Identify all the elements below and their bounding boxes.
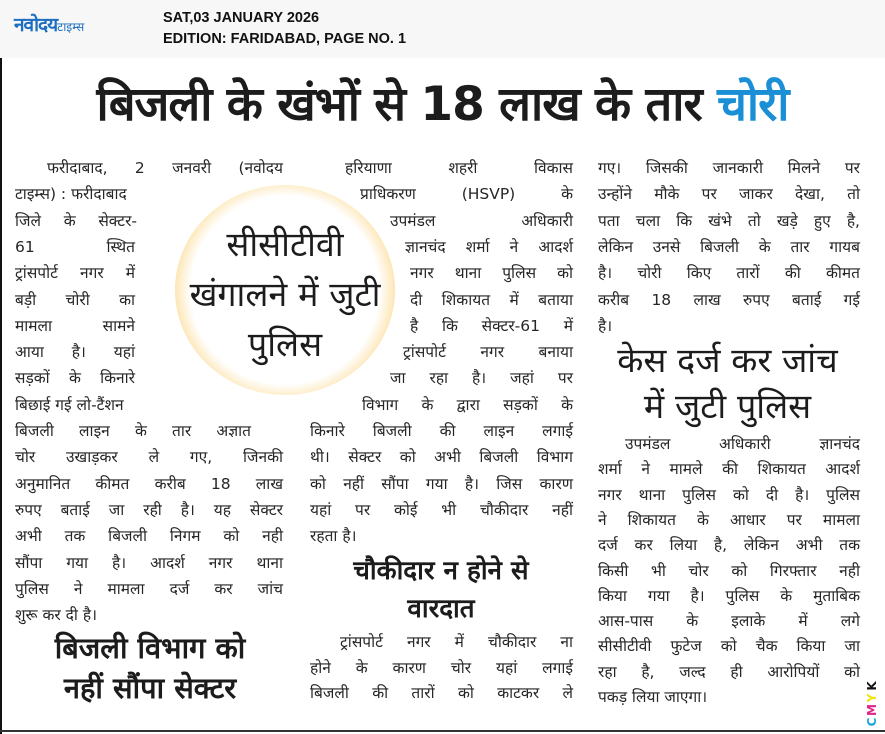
- issue-date: SAT,03 JANUARY 2026: [163, 10, 320, 26]
- text-line: नगर थाना पुलिस को दी है। पुलिस: [598, 485, 860, 504]
- subhead-col3: [590, 338, 865, 430]
- text-line: है। चोरी किए तारों की कीमत: [598, 264, 860, 283]
- text-line: बिछाई गई लो-टैंशन: [15, 395, 124, 414]
- cmyk-print-mark: [864, 680, 880, 728]
- text-line: 61 स्थित: [15, 237, 135, 256]
- cmyk-letter: C: [865, 717, 879, 727]
- text-line: शुरू कर दी है।: [15, 606, 97, 625]
- text-line: किनारे बिजली की लाइन लगाई: [310, 422, 573, 440]
- text-line: ट्रांसपोर्ट नगर में चौकीदार ना: [340, 633, 573, 651]
- text-line: दी शिकायत में बताया: [410, 290, 573, 309]
- text-line: नगर थाना पुलिस को: [410, 264, 573, 283]
- text-line: आया है। यहां: [15, 343, 135, 362]
- text-line: जिले के सेक्टर-: [15, 211, 137, 230]
- logo-main: नवोदय: [14, 14, 58, 36]
- text-line: सड़कों के किनारे: [15, 369, 135, 388]
- inset-line: पुलिस: [247, 325, 323, 365]
- cmyk-letter: K: [865, 681, 879, 691]
- edition-page: EDITION: FARIDABAD, PAGE NO. 1: [163, 31, 407, 47]
- bottom-rule: [0, 730, 885, 732]
- text-line: किया गया है। पुलिस के मुताबिक: [598, 586, 860, 605]
- text-line: सीसीटीवी फुटेज को चैक किया जा: [598, 637, 860, 656]
- text-line: गए। जिसकी जानकारी मिलने पर: [598, 159, 860, 177]
- text-line: ट्रांसपोर्ट नगर बनाया: [403, 343, 573, 362]
- text-line: ने शिकायत के आधार पर मामला: [598, 510, 860, 529]
- text-line: बिजली की तारों को काटकर ले: [310, 684, 573, 702]
- newspaper-logo: [14, 11, 84, 37]
- subhead-line: केस दर्ज कर जांच: [617, 341, 838, 381]
- text-line: चोर उखाड़कर ले गए, जिनकी: [15, 448, 283, 467]
- text-line: रहता है।: [310, 527, 357, 546]
- text-line: हरियाणा शहरी विकास: [345, 159, 573, 177]
- subhead-col2: [305, 552, 577, 628]
- inset-quote: [175, 220, 395, 370]
- text-line: शर्मा ने मामले की शिकायत आदर्श: [598, 460, 860, 479]
- cmyk-letter: M: [865, 704, 879, 716]
- text-line: रुपए बताई जा रही है। यह सेक्टर: [15, 500, 283, 519]
- text-line: होने के कारण चोर यहां लगाई: [310, 658, 573, 677]
- text-line: ट्रांसपोर्ट नगर में: [15, 264, 135, 283]
- text-line: सौंपा गया है। आदर्श नगर थाना: [15, 553, 283, 572]
- text-line: को नहीं सौंपा गया है। जिस कारण: [310, 474, 573, 493]
- text-line: ज्ञानचंद शर्मा ने आदर्श: [405, 237, 573, 256]
- text-line: पकड़ लिया जाएगा।: [598, 688, 708, 706]
- subhead-line: बिजली विभाग को: [54, 631, 246, 665]
- masthead-bar: [0, 0, 885, 58]
- text-line: है कि सेक्टर-61 में: [410, 316, 573, 335]
- text-line: फरीदाबाद, 2 जनवरी (नवोदय: [47, 159, 283, 177]
- headline-main: बिजली के खंभों से 18 लाख के तार: [96, 77, 702, 132]
- text-line: आस-पास के इलाके में लगे: [598, 612, 860, 631]
- text-line: उपमंडल अधिकारी: [390, 211, 573, 230]
- edition-info: [163, 8, 406, 50]
- headline: [0, 70, 885, 134]
- subhead-line: में जुटी पुलिस: [643, 387, 812, 427]
- text-line: यहां पर कोई भी चौकीदार नहीं: [310, 500, 573, 519]
- text-line: मामला सामने: [15, 316, 135, 335]
- left-border: [0, 58, 2, 734]
- text-line: बड़ी चोरी का: [15, 290, 135, 309]
- text-line: अनुमानित कीमत करीब 18 लाख: [15, 474, 283, 493]
- subhead-line: नहीं सौंपा सेक्टर: [63, 671, 237, 705]
- inset-line: सीसीटीवी: [226, 225, 344, 265]
- text-line: प्राधिकरण (HSVP) के: [360, 185, 573, 204]
- text-line: उन्होंने मौके पर जाकर देखा, तो: [598, 185, 860, 204]
- text-line: रहा है, जल्द ही आरोपियों को: [598, 662, 860, 681]
- subhead-col1: [10, 628, 290, 708]
- cmyk-letter: Y: [865, 693, 879, 703]
- text-line: जा रहा है। जहां पर: [390, 369, 573, 388]
- subhead-line: चौकीदार न होने से: [353, 556, 529, 586]
- text-line: अभी तक बिजली निगम को नही: [15, 527, 283, 546]
- text-line: पता चला कि खंभे तो खड़े हुए है,: [598, 211, 860, 230]
- text-line: लेकिन उनसे बिजली के तार गायब: [598, 237, 860, 256]
- headline-accent: चोरी: [717, 77, 789, 132]
- inset-line: खंगालने में जुटी: [189, 275, 381, 315]
- text-line: पुलिस ने मामला दर्ज कर जांच: [15, 579, 283, 598]
- text-line: उपमंडल अधिकारी ज्ञानचंद: [625, 435, 860, 453]
- text-line: बिजली लाइन के तार अज्ञात: [15, 422, 251, 440]
- logo-sub: टाइम्स: [57, 20, 85, 34]
- text-line: दर्ज कर लिया है, लेकिन अभी तक: [598, 536, 860, 555]
- text-line: टाइम्स) : फरीदाबाद: [15, 185, 127, 204]
- text-line: है।: [598, 316, 613, 335]
- text-line: थी। सेक्टर को अभी बिजली विभाग: [310, 448, 573, 467]
- text-line: किसी भी चोर को गिरफ्तार नही: [598, 561, 860, 580]
- text-line: करीब 18 लाख रुपए बताई गई: [598, 290, 860, 309]
- text-line: विभाग के द्वारा सड़कों के: [362, 395, 573, 414]
- subhead-line: वारदात: [407, 594, 475, 624]
